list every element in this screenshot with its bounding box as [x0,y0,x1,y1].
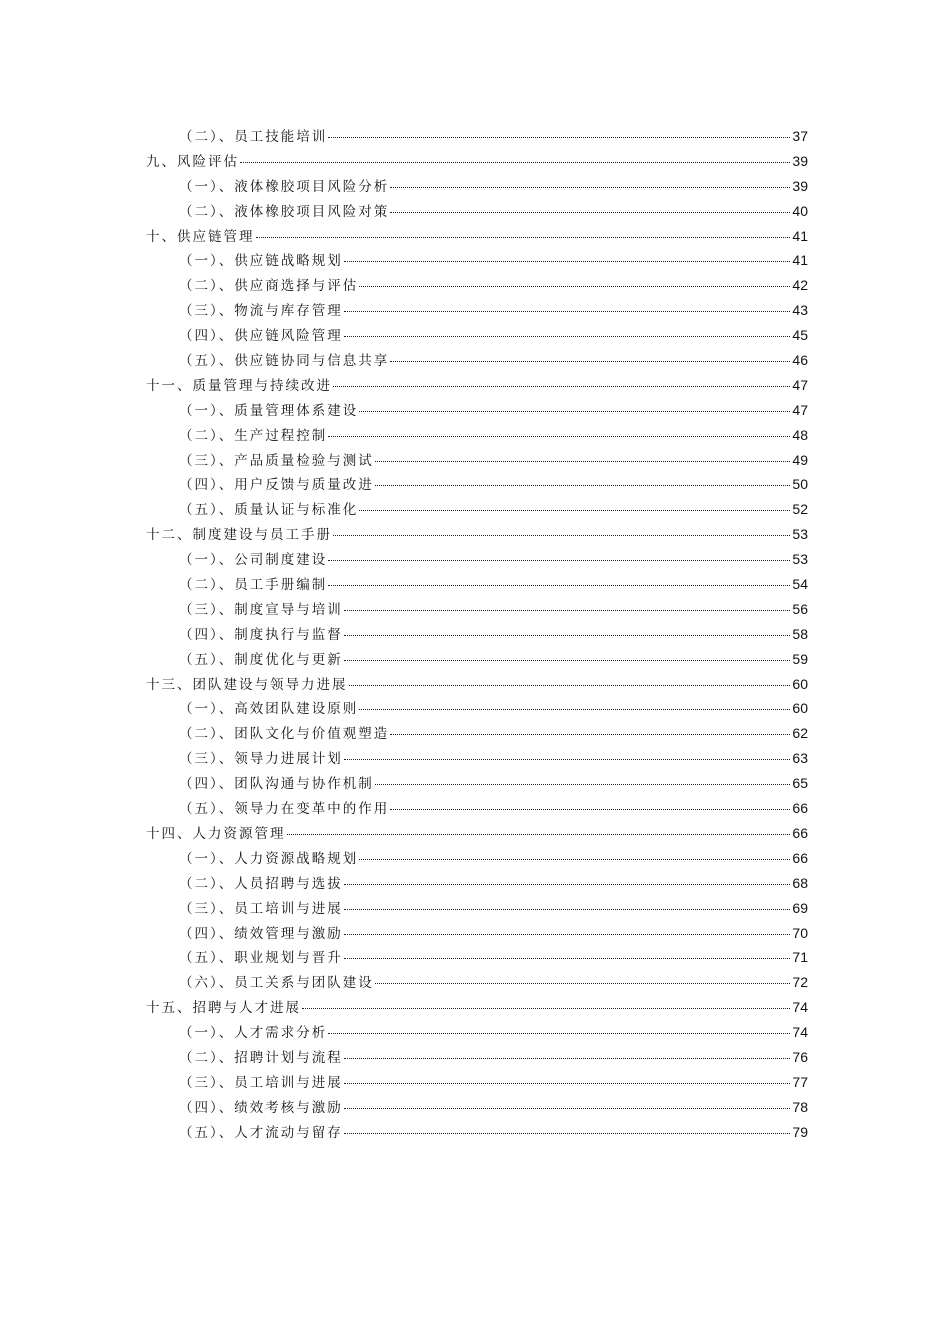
toc-dot-leader [328,436,790,437]
toc-entry-title: （三）、制度宣导与培训 [179,601,343,618]
toc-section-entry[interactable] [146,399,808,424]
toc-chapter-entry[interactable] [146,523,808,548]
toc-dot-leader [333,386,790,387]
toc-entry-title: （四）、绩效考核与激励 [179,1099,343,1116]
toc-entry-title: 十一、质量管理与持续改进 [146,377,332,394]
toc-section-entry[interactable] [146,498,808,523]
toc-entry-title: （一）、人才需求分析 [179,1025,328,1042]
toc-section-entry[interactable] [146,797,808,822]
toc-entry-title: 十四、人力资源管理 [146,825,286,842]
toc-entry-title: 十三、团队建设与领导力进展 [146,676,348,693]
toc-page-number: 60 [792,675,808,692]
toc-section-entry[interactable] [146,722,808,747]
toc-dot-leader [359,286,790,287]
toc-entry-title: （三）、员工培训与进展 [179,900,343,917]
toc-section-entry[interactable] [146,473,808,498]
toc-dot-leader [344,1058,791,1059]
toc-section-entry[interactable] [146,1021,808,1046]
toc-dot-leader [390,361,790,362]
toc-dot-leader [328,560,790,561]
toc-dot-leader [333,535,790,536]
toc-section-entry[interactable] [146,573,808,598]
toc-dot-leader [344,759,791,760]
toc-section-entry[interactable] [146,623,808,648]
toc-section-entry[interactable] [146,1096,808,1121]
toc-entry-title: （五）、职业规划与晋升 [179,950,343,967]
toc-entry-title: （二）、供应商选择与评估 [179,278,359,295]
toc-section-entry[interactable] [146,971,808,996]
toc-dot-leader [240,162,790,163]
toc-page-number: 70 [792,924,808,941]
toc-dot-leader [359,709,790,710]
toc-dot-leader [287,834,791,835]
toc-dot-leader [359,510,790,511]
toc-dot-leader [344,261,791,262]
toc-dot-leader [344,909,791,910]
toc-page-number: 78 [792,1098,808,1115]
toc-section-entry[interactable] [146,897,808,922]
toc-section-entry[interactable] [146,1121,808,1146]
toc-section-entry[interactable] [146,249,808,274]
toc-dot-leader [256,237,791,238]
toc-entry-title: （二）、员工技能培训 [179,129,328,145]
toc-entry-title: （一）、质量管理体系建设 [179,402,359,419]
toc-page-number: 41 [792,227,808,244]
toc-dot-leader [344,311,791,312]
toc-entry-title: （四）、绩效管理与激励 [179,925,343,942]
toc-page-number: 74 [792,999,808,1016]
toc-dot-leader [344,1108,791,1109]
toc-chapter-entry[interactable] [146,673,808,698]
toc-entry-title: （四）、供应链风险管理 [179,328,343,345]
toc-dot-leader [349,685,791,686]
toc-page-number: 45 [792,327,808,344]
toc-dot-leader [344,884,791,885]
toc-page-number: 63 [792,750,808,767]
toc-page-number: 66 [792,824,808,841]
toc-page-number: 37 [792,128,808,144]
toc-page-number: 77 [792,1073,808,1090]
toc-page-number: 48 [792,426,808,443]
toc-chapter-entry[interactable] [146,225,808,250]
toc-page-number: 68 [792,874,808,891]
toc-page-number: 66 [792,800,808,817]
toc-dot-leader [344,934,791,935]
toc-chapter-entry[interactable] [146,150,808,175]
toc-entry-title: （一）、液体橡胶项目风险分析 [179,178,390,195]
toc-page-number: 52 [792,501,808,518]
toc-section-entry[interactable] [146,847,808,872]
toc-dot-leader [344,610,791,611]
toc-dot-leader [302,1008,790,1009]
toc-section-entry[interactable] [146,922,808,947]
toc-entry-title: 十、供应链管理 [146,228,255,245]
toc-entry-title: （一）、人力资源战略规划 [179,850,359,867]
toc-page-number: 50 [792,476,808,493]
toc-entry-title: （五）、质量认证与标准化 [179,502,359,519]
toc-page-number: 40 [792,202,808,219]
toc-entry-title: （六）、员工关系与团队建设 [179,975,374,992]
toc-section-entry[interactable] [146,349,808,374]
toc-page-number: 49 [792,451,808,468]
toc-section-entry[interactable] [146,946,808,971]
toc-page-number: 47 [792,376,808,393]
toc-entry-title: （二）、员工手册编制 [179,577,328,594]
toc-entry-title: （四）、制度执行与监督 [179,626,343,643]
toc-dot-leader [328,1033,790,1034]
toc-section-entry[interactable] [146,175,808,200]
toc-page-number: 39 [792,152,808,169]
toc-section-entry[interactable] [146,449,808,474]
toc-page-number: 41 [792,252,808,269]
toc-chapter-entry[interactable] [146,822,808,847]
toc-page-number: 66 [792,849,808,866]
toc-dot-leader [328,585,790,586]
toc-entry-title: （三）、员工培训与进展 [179,1074,343,1091]
toc-dot-leader [344,1133,791,1134]
toc-page-number: 65 [792,775,808,792]
toc-dot-leader [390,734,790,735]
toc-entry-title: （三）、领导力进展计划 [179,751,343,768]
toc-section-entry[interactable] [146,324,808,349]
toc-entry-title: （五）、领导力在变革中的作用 [179,801,390,818]
toc-entry-title: （二）、人员招聘与选拔 [179,875,343,892]
toc-page-number: 53 [792,526,808,543]
toc-page-number: 74 [792,1024,808,1041]
toc-section-entry[interactable] [146,747,808,772]
toc-page-number: 69 [792,899,808,916]
toc-section-entry[interactable] [146,200,808,225]
table-of-contents [146,125,808,1146]
toc-entry-title: （三）、物流与库存管理 [179,303,343,320]
toc-page-number: 76 [792,1048,808,1065]
toc-page-number: 47 [792,401,808,418]
toc-dot-leader [328,137,790,138]
toc-dot-leader [375,784,791,785]
toc-page-number: 53 [792,551,808,568]
toc-page-number: 71 [792,949,808,966]
toc-entry-title: （一）、高效团队建设原则 [179,701,359,718]
toc-page-number: 43 [792,302,808,319]
toc-page-number: 79 [792,1123,808,1140]
toc-entry-title: （二）、招聘计划与流程 [179,1049,343,1066]
toc-entry-title: （二）、液体橡胶项目风险对策 [179,203,390,220]
toc-section-entry[interactable] [146,1046,808,1071]
toc-chapter-entry[interactable] [146,374,808,399]
toc-dot-leader [344,635,791,636]
toc-entry-title: 十二、制度建设与员工手册 [146,527,332,544]
toc-entry-title: （一）、供应链战略规划 [179,253,343,270]
toc-dot-leader [375,461,791,462]
toc-page-number: 60 [792,700,808,717]
toc-section-entry[interactable] [146,125,808,150]
toc-section-entry[interactable] [146,548,808,573]
toc-section-entry[interactable] [146,772,808,797]
toc-dot-leader [344,1083,791,1084]
toc-section-entry[interactable] [146,598,808,623]
toc-dot-leader [390,212,790,213]
toc-dot-leader [390,187,790,188]
toc-entry-title: （一）、公司制度建设 [179,552,328,569]
toc-dot-leader [390,809,790,810]
toc-page-number: 56 [792,600,808,617]
toc-entry-title: （四）、团队沟通与协作机制 [179,776,374,793]
toc-entry-title: 九、风险评估 [146,153,239,170]
toc-page-number: 62 [792,725,808,742]
toc-page-number: 72 [792,974,808,991]
toc-section-entry[interactable] [146,1071,808,1096]
toc-chapter-entry[interactable] [146,996,808,1021]
toc-dot-leader [375,983,791,984]
toc-section-entry[interactable] [146,274,808,299]
toc-entry-title: （三）、产品质量检验与测试 [179,452,374,469]
toc-page-number: 59 [792,650,808,667]
toc-page-number: 39 [792,177,808,194]
toc-dot-leader [344,336,791,337]
toc-entry-title: （五）、供应链协同与信息共享 [179,353,390,370]
toc-section-entry[interactable] [146,648,808,673]
toc-section-entry[interactable] [146,872,808,897]
toc-dot-leader [344,958,791,959]
toc-entry-title: （四）、用户反馈与质量改进 [179,477,374,494]
toc-section-entry[interactable] [146,424,808,449]
toc-entry-title: （五）、人才流动与留存 [179,1124,343,1141]
toc-page-number: 58 [792,625,808,642]
toc-page-number: 42 [792,277,808,294]
toc-entry-title: （二）、团队文化与价值观塑造 [179,726,390,743]
toc-dot-leader [359,859,790,860]
toc-entry-title: （二）、生产过程控制 [179,427,328,444]
toc-dot-leader [344,660,791,661]
toc-page-number: 54 [792,576,808,593]
toc-section-entry[interactable] [146,697,808,722]
toc-page-number: 46 [792,352,808,369]
toc-section-entry[interactable] [146,299,808,324]
toc-dot-leader [375,485,791,486]
toc-dot-leader [359,411,790,412]
toc-entry-title: 十五、招聘与人才进展 [146,1000,301,1017]
toc-entry-title: （五）、制度优化与更新 [179,651,343,668]
